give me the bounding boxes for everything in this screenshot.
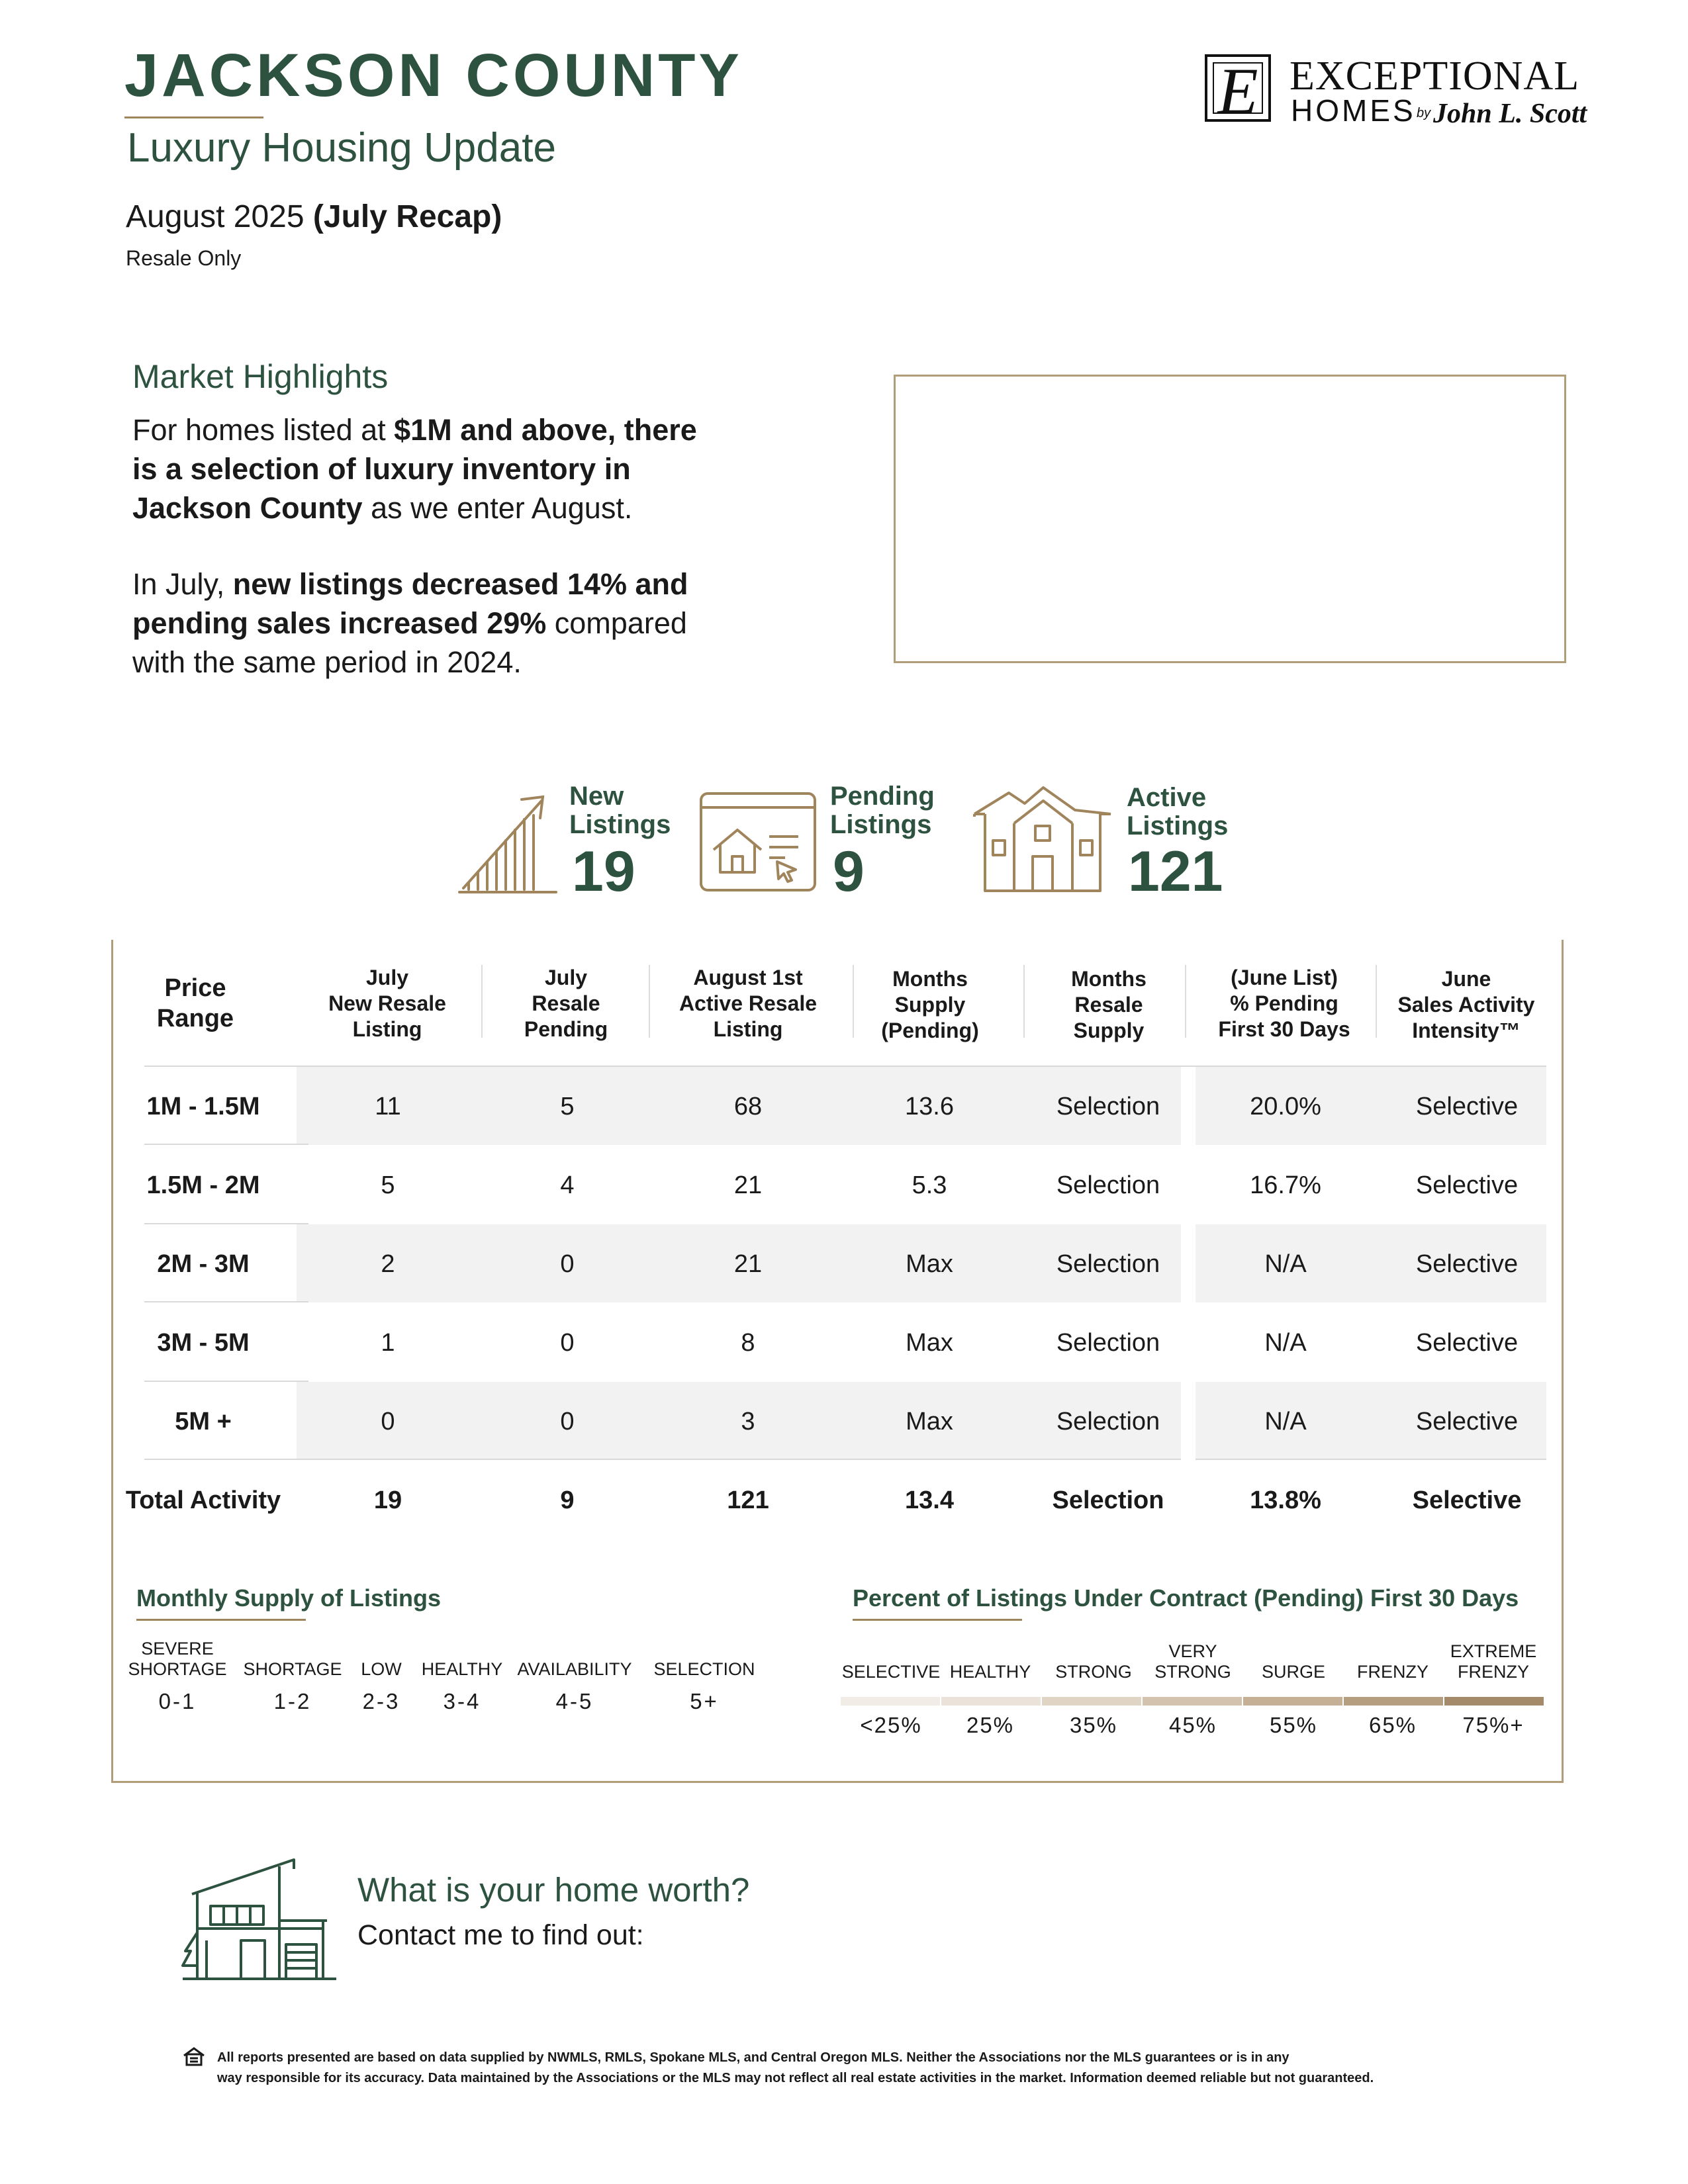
report-month: August 2025 bbox=[126, 199, 305, 234]
highlights-paragraph-2 bbox=[132, 565, 728, 682]
header-line: New Resale bbox=[328, 991, 446, 1015]
total-supply-pending: 13.4 bbox=[905, 1486, 954, 1514]
pending-level-label-line: STRONG bbox=[1154, 1662, 1231, 1682]
supply-scale-title: Monthly Supply of Listings bbox=[136, 1584, 441, 1612]
browser-house-icon bbox=[699, 792, 817, 892]
pending-level-bar bbox=[841, 1697, 940, 1706]
disclaimer-line-2: way responsible for its accuracy. Data maintained by the Associations or the MLS may not reflect all real estate activities in the market. Information deemed reliable but not guaranteed. bbox=[217, 2071, 1374, 2085]
pending-level-threshold: 35% bbox=[1069, 1713, 1118, 1737]
stat-new-label-2: Listings bbox=[569, 810, 671, 839]
rising-chart-icon bbox=[457, 792, 560, 897]
stat-new-label-1: New bbox=[569, 782, 624, 811]
cell-pending: 0 bbox=[560, 1329, 575, 1357]
logo-letter: E bbox=[1217, 54, 1258, 128]
pending-level-threshold: 25% bbox=[966, 1713, 1015, 1737]
hl1-part-b: $1M and above, there is a selection of luxury inventory in Jackson County bbox=[132, 413, 697, 525]
row-rule bbox=[144, 1144, 308, 1145]
header-line: Price bbox=[164, 974, 226, 1002]
cell-intensity: Selective bbox=[1415, 1250, 1519, 1278]
pending-level-label bbox=[1055, 1662, 1132, 1682]
disclaimer-line-1: All reports presented are based on data supplied by NWMLS, RMLS, Spokane MLS, and Central Oregon MLS. Neither the Associations nor the MLS guarantees or is in any bbox=[217, 2050, 1289, 2065]
supply-level-label-line: SELECTION bbox=[653, 1659, 755, 1679]
resale-note: Resale Only bbox=[126, 246, 242, 270]
supply-level-range: 3-4 bbox=[443, 1689, 481, 1713]
cell-pct-pending: N/A bbox=[1264, 1408, 1307, 1435]
pending-level-threshold: 45% bbox=[1168, 1713, 1217, 1737]
cell-new: 2 bbox=[381, 1250, 395, 1278]
highlights-paragraph-1 bbox=[132, 410, 728, 527]
report-date bbox=[126, 199, 502, 235]
row-price-range: 1.5M - 2M bbox=[146, 1171, 260, 1199]
cell-new: 0 bbox=[381, 1408, 395, 1435]
supply-level-range: 4-5 bbox=[555, 1689, 594, 1713]
cta-contact: Contact me to find out: bbox=[357, 1919, 644, 1951]
cell-intensity: Selective bbox=[1415, 1408, 1519, 1435]
supply-level-label bbox=[361, 1659, 402, 1680]
header-line: Pending bbox=[524, 1017, 608, 1041]
row-rule bbox=[144, 1459, 1181, 1460]
pending-level-label-line: FRENZY bbox=[1458, 1662, 1529, 1682]
header-separator bbox=[1023, 965, 1025, 1038]
pending-level-bar bbox=[1243, 1697, 1342, 1706]
cell-supply-pending: Max bbox=[906, 1408, 953, 1435]
pending-level-label-line: VERY bbox=[1168, 1641, 1217, 1661]
header-line: Months bbox=[1071, 967, 1147, 991]
cell-pending: 0 bbox=[560, 1250, 575, 1278]
hl2-part-c: compared with the same period in 2024. bbox=[132, 606, 687, 679]
cell-new: 5 bbox=[381, 1171, 395, 1199]
pending-level-threshold: 65% bbox=[1368, 1713, 1417, 1737]
supply-level-label-line: SHORTAGE bbox=[128, 1659, 227, 1679]
stat-pending-label-2: Listings bbox=[830, 810, 932, 839]
cell-active: 21 bbox=[733, 1250, 763, 1278]
supply-level-label-line: SHORTAGE bbox=[243, 1659, 342, 1679]
header-line: Resale bbox=[532, 991, 600, 1015]
header-line: (June List) bbox=[1231, 966, 1338, 989]
header-line: First 30 Days bbox=[1218, 1017, 1350, 1041]
supply-level-label bbox=[128, 1639, 226, 1680]
pending-level-bar bbox=[1444, 1697, 1544, 1706]
supply-level-label bbox=[243, 1659, 342, 1680]
header-pct-pending bbox=[1192, 965, 1377, 1042]
pending-level-label bbox=[842, 1662, 941, 1682]
header-line: Supply bbox=[1073, 1019, 1145, 1042]
cell-supply-pending: Max bbox=[906, 1250, 953, 1278]
pending-level-bar bbox=[941, 1697, 1041, 1706]
cell-resale-supply: Selection bbox=[1056, 1093, 1160, 1120]
pending-level-label-line: STRONG bbox=[1055, 1662, 1132, 1682]
cell-intensity: Selective bbox=[1415, 1329, 1519, 1357]
cell-new: 11 bbox=[375, 1093, 401, 1120]
hl2-part-b: new listings decreased 14% and pending sales increased 29% bbox=[132, 567, 688, 640]
header-line: July bbox=[544, 966, 588, 989]
cell-resale-supply: Selection bbox=[1056, 1408, 1160, 1435]
row-price-range: 1M - 1.5M bbox=[146, 1093, 260, 1120]
total-new: 19 bbox=[373, 1486, 402, 1514]
row-shade bbox=[297, 1382, 1181, 1460]
header-separator bbox=[853, 965, 854, 1038]
pending-level-label bbox=[1154, 1641, 1231, 1682]
logo-text-by: by bbox=[1417, 106, 1431, 120]
pending-level-threshold: 75%+ bbox=[1462, 1713, 1524, 1737]
cell-active: 8 bbox=[741, 1329, 755, 1357]
house-icon bbox=[972, 784, 1113, 893]
cell-active: 68 bbox=[733, 1093, 763, 1120]
pending-level-bar bbox=[1143, 1697, 1242, 1706]
supply-level-range: 1-2 bbox=[273, 1689, 312, 1713]
supply-level-label-line: SEVERE bbox=[141, 1639, 214, 1659]
pending-level-bar bbox=[1344, 1697, 1443, 1706]
row-rule bbox=[144, 1381, 308, 1382]
header-months-supply-pending bbox=[854, 966, 1006, 1044]
stat-active-label bbox=[1127, 784, 1228, 841]
header-intensity bbox=[1383, 966, 1549, 1044]
cell-active: 3 bbox=[741, 1408, 755, 1435]
cell-pct-pending: N/A bbox=[1264, 1329, 1307, 1357]
supply-level-range: 5+ bbox=[690, 1689, 719, 1713]
header-line: Listing bbox=[352, 1017, 422, 1041]
pending-level-threshold: <25% bbox=[860, 1713, 922, 1737]
header-separator bbox=[1376, 965, 1377, 1038]
disclaimer bbox=[217, 2048, 1541, 2089]
logo-text-exceptional: EXCEPTIONAL bbox=[1289, 54, 1580, 99]
logo-mark bbox=[1205, 54, 1271, 128]
cell-intensity: Selective bbox=[1415, 1171, 1519, 1199]
cell-pending: 0 bbox=[560, 1408, 575, 1435]
cell-supply-pending: 13.6 bbox=[905, 1093, 954, 1120]
stat-new-value: 19 bbox=[572, 840, 635, 903]
hl2-part-a: In July, bbox=[132, 567, 233, 601]
logo-text-brand: John L. Scott bbox=[1433, 99, 1587, 129]
total-active: 121 bbox=[727, 1486, 769, 1514]
total-resale-supply: Selection bbox=[1052, 1486, 1164, 1514]
cell-pct-pending: 16.7% bbox=[1250, 1171, 1321, 1199]
cell-pending: 4 bbox=[560, 1171, 575, 1199]
header-line: Intensity™ bbox=[1412, 1019, 1521, 1042]
highlights-title: Market Highlights bbox=[132, 358, 389, 395]
header-separator bbox=[1185, 965, 1186, 1038]
cell-supply-pending: Max bbox=[906, 1329, 953, 1357]
supply-level-label-line: LOW bbox=[361, 1659, 402, 1679]
stat-pending-value: 9 bbox=[833, 840, 865, 903]
title-underline bbox=[124, 116, 263, 118]
modern-house-icon bbox=[180, 1853, 339, 1980]
cta-question: What is your home worth? bbox=[357, 1871, 750, 1909]
total-label: Total Activity bbox=[125, 1486, 281, 1514]
row-rule bbox=[1196, 1459, 1546, 1460]
stat-active-label-2: Listings bbox=[1127, 811, 1229, 841]
header-line: % Pending bbox=[1230, 991, 1338, 1015]
row-price-range: 2M - 3M bbox=[157, 1250, 250, 1278]
pending-level-label bbox=[1450, 1641, 1537, 1682]
supply-level-range: 2-3 bbox=[362, 1689, 400, 1713]
report-recap: (July Recap) bbox=[312, 199, 502, 234]
supply-level-range: 0-1 bbox=[158, 1689, 197, 1713]
cell-pending: 5 bbox=[560, 1093, 575, 1120]
header-line: Months bbox=[892, 967, 968, 991]
header-line: Supply bbox=[894, 993, 966, 1017]
logo-text-homes: HOMES bbox=[1291, 93, 1416, 128]
cell-intensity: Selective bbox=[1415, 1093, 1519, 1120]
cell-pct-pending: N/A bbox=[1264, 1250, 1307, 1278]
header-line: Sales Activity bbox=[1397, 993, 1535, 1017]
hl1-part-a: For homes listed at bbox=[132, 413, 395, 447]
header-line: Listing bbox=[713, 1017, 783, 1041]
cell-resale-supply: Selection bbox=[1056, 1329, 1160, 1357]
pending-level-label bbox=[1357, 1662, 1429, 1682]
row-price-range: 5M + bbox=[175, 1408, 232, 1435]
county-title: JACKSON COUNTY bbox=[124, 42, 743, 109]
pending-level-label bbox=[1262, 1662, 1325, 1682]
pending-level-threshold: 55% bbox=[1269, 1713, 1318, 1737]
total-pct-pending: 13.8% bbox=[1250, 1486, 1321, 1514]
row-rule bbox=[144, 1301, 308, 1302]
header-resale-pending bbox=[493, 965, 639, 1042]
header-line: (Pending) bbox=[881, 1019, 979, 1042]
pending-level-label-line: SELECTIVE bbox=[841, 1662, 941, 1682]
header-separator bbox=[481, 965, 483, 1038]
pending-level-label-line: EXTREME bbox=[1450, 1641, 1537, 1661]
header-line: Range bbox=[156, 1005, 234, 1032]
header-line: July bbox=[365, 966, 409, 989]
stat-active-label-1: Active bbox=[1127, 783, 1207, 812]
equal-housing-icon bbox=[183, 2046, 205, 2066]
pending-scale-title: Percent of Listings Under Contract (Pending) First 30 Days bbox=[853, 1584, 1519, 1612]
supply-scale-underline bbox=[136, 1619, 306, 1621]
cell-new: 1 bbox=[381, 1329, 395, 1357]
pending-level-bar bbox=[1042, 1697, 1141, 1706]
hl1-part-c: as we enter August. bbox=[362, 491, 633, 525]
cell-active: 21 bbox=[733, 1171, 763, 1199]
stat-pending-label bbox=[830, 782, 935, 839]
pending-level-label-line: SURGE bbox=[1261, 1662, 1326, 1682]
row-rule bbox=[144, 1066, 1546, 1067]
cell-resale-supply: Selection bbox=[1056, 1171, 1160, 1199]
total-pending: 9 bbox=[560, 1486, 575, 1514]
pending-level-label bbox=[950, 1662, 1031, 1682]
header-line: Active Resale bbox=[679, 991, 818, 1015]
photo-placeholder bbox=[894, 375, 1566, 663]
header-new-listing bbox=[305, 965, 470, 1042]
header-line: August 1st bbox=[693, 966, 803, 989]
cell-pct-pending: 20.0% bbox=[1250, 1093, 1321, 1120]
stat-new-label bbox=[569, 782, 671, 839]
pending-scale-underline bbox=[853, 1619, 1022, 1621]
cell-resale-supply: Selection bbox=[1056, 1250, 1160, 1278]
supply-level-label-line: AVAILABILITY bbox=[517, 1659, 632, 1679]
cell-supply-pending: 5.3 bbox=[912, 1171, 947, 1199]
report-subtitle: Luxury Housing Update bbox=[127, 125, 556, 171]
header-active-listing bbox=[662, 965, 834, 1042]
supply-level-label bbox=[517, 1659, 632, 1680]
supply-level-label bbox=[422, 1659, 503, 1680]
header-line: June bbox=[1441, 967, 1491, 991]
stat-pending-label-1: Pending bbox=[830, 782, 935, 811]
stat-active-value: 121 bbox=[1128, 840, 1223, 903]
pending-level-label-line: HEALTHY bbox=[949, 1662, 1031, 1682]
row-price-range: 3M - 5M bbox=[157, 1329, 250, 1357]
header-price-range bbox=[139, 973, 252, 1034]
header-line: Resale bbox=[1074, 993, 1143, 1017]
total-intensity: Selective bbox=[1412, 1486, 1522, 1514]
pending-level-label-line: FRENZY bbox=[1357, 1662, 1429, 1682]
row-rule bbox=[144, 1223, 308, 1224]
supply-level-label bbox=[653, 1659, 755, 1680]
header-separator bbox=[649, 965, 650, 1038]
supply-level-label-line: HEALTHY bbox=[421, 1659, 503, 1679]
header-months-resale-supply bbox=[1033, 966, 1185, 1044]
